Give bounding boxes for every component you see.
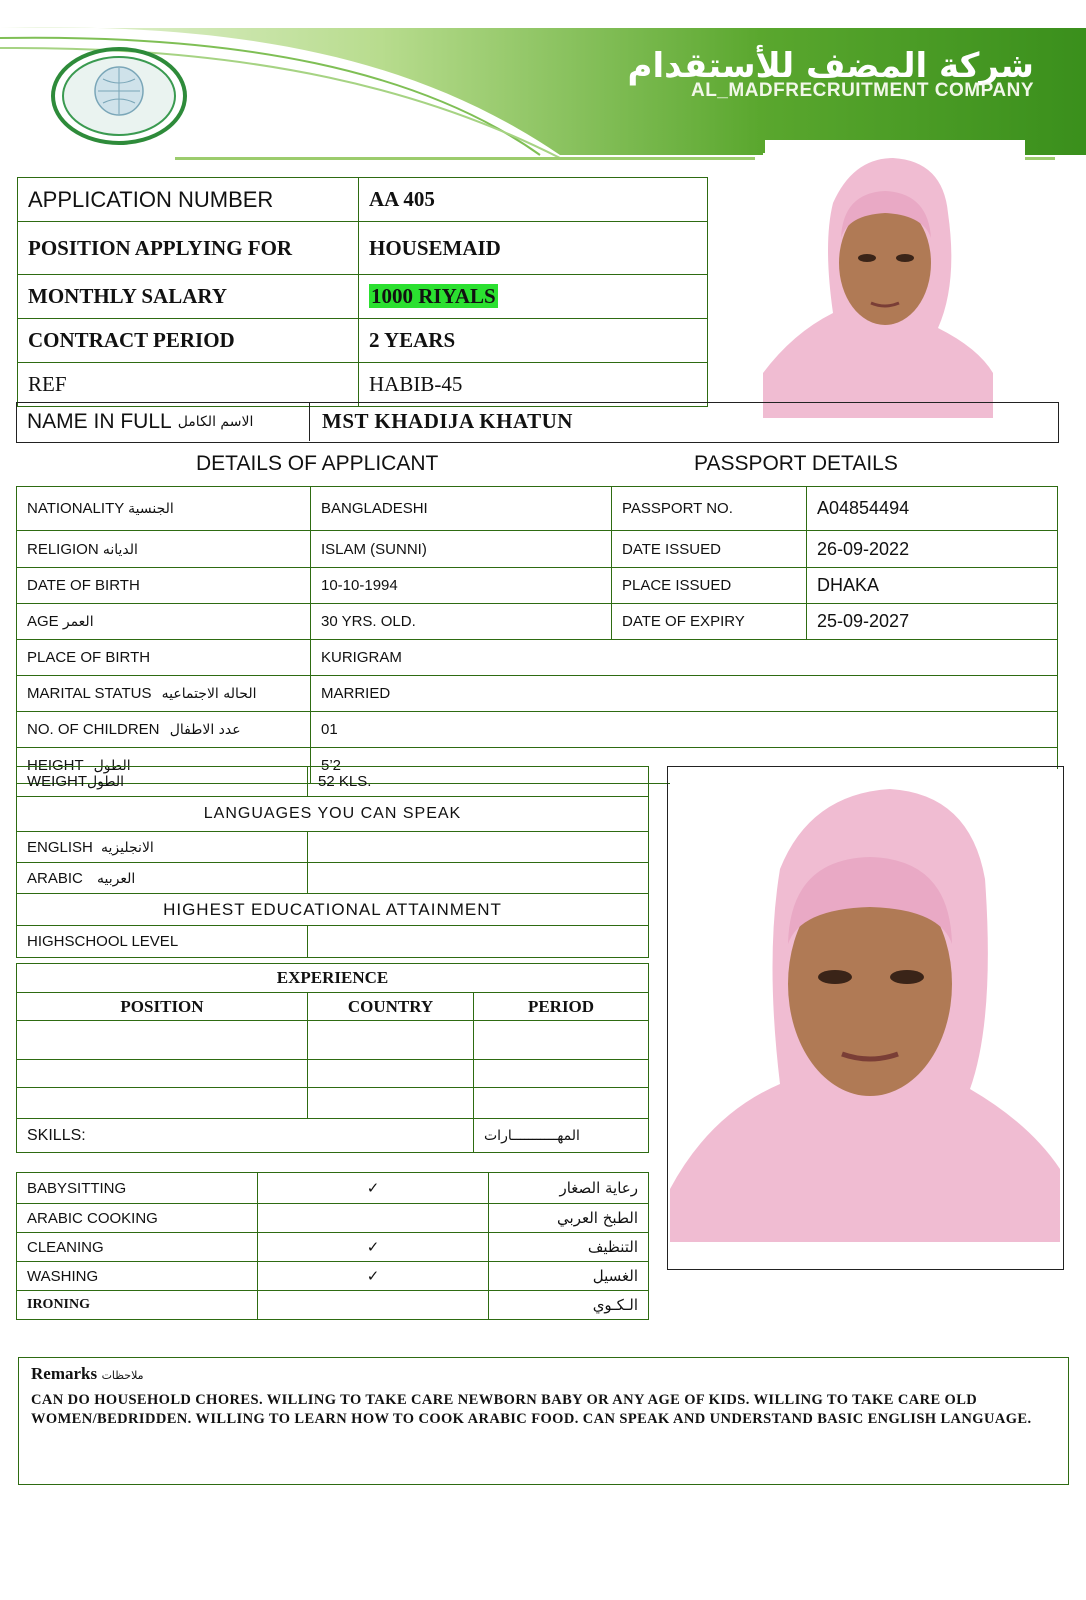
remarks-text: CAN DO HOUSEHOLD CHORES. WILLING TO TAKE CARE NEWBORN BABY OR ANY AGE OF KIDS. WILLING TO TAKE CARE OLD WOMEN/BEDRIDDEN. WILLING TO LEARN HOW TO COOK ARABIC FOOD. CAN SPEAK AND UNDERSTAND BASIC ENGLISH LANGUAGE. bbox=[31, 1392, 1032, 1427]
nationality-label-arabic: الجنسية bbox=[128, 501, 174, 517]
table-row bbox=[17, 640, 1058, 676]
position-label: POSITION APPLYING FOR bbox=[18, 222, 359, 275]
english-label: ENGLISH bbox=[27, 838, 93, 856]
children-label: NO. OF CHILDREN bbox=[27, 721, 160, 738]
place-issued-label: PLACE ISSUED bbox=[612, 568, 807, 604]
skill-label: IRONING bbox=[17, 1291, 258, 1320]
nationality-label: NATIONALITY bbox=[27, 500, 124, 517]
table-row bbox=[17, 894, 649, 926]
experience-title: EXPERIENCE bbox=[17, 964, 649, 993]
company-logo bbox=[50, 46, 188, 146]
skill-arabic: الـكـوي bbox=[489, 1291, 649, 1320]
skill-label: WASHING bbox=[17, 1262, 258, 1291]
table-row bbox=[17, 1291, 649, 1320]
skill-label: ARABIC COOKING bbox=[17, 1204, 258, 1233]
height-label-arabic: الطول bbox=[93, 758, 131, 774]
religion-label: RELIGION bbox=[27, 540, 99, 558]
remarks-title: Remarks bbox=[31, 1364, 98, 1383]
children-label-arabic: عدد الاطفال bbox=[169, 722, 241, 738]
weight-label-arabic: الطول bbox=[87, 774, 125, 790]
applicant-photo-frame bbox=[667, 766, 1064, 1270]
table-row bbox=[17, 676, 1058, 712]
children-value: 01 bbox=[311, 712, 1058, 748]
expiry-value: 25-09-2027 bbox=[807, 604, 1058, 640]
application-number-label: APPLICATION NUMBER bbox=[18, 178, 359, 222]
table-row bbox=[17, 487, 1058, 531]
passport-no-value: A04854494 bbox=[807, 487, 1058, 531]
skill-check: ✓ bbox=[258, 1262, 489, 1291]
table-row bbox=[17, 1262, 649, 1291]
skill-label: CLEANING bbox=[17, 1233, 258, 1262]
table-row bbox=[17, 863, 649, 894]
table-row bbox=[18, 319, 708, 363]
education-title: HIGHEST EDUCATIONAL ATTAINMENT bbox=[17, 894, 649, 926]
marital-label: MARITAL STATUS bbox=[27, 685, 152, 702]
table-row bbox=[17, 964, 649, 993]
weight-value: 52 KLS. bbox=[308, 767, 649, 797]
name-label: NAME IN FULL bbox=[27, 410, 172, 433]
table-row bbox=[17, 1088, 649, 1119]
contract-label: CONTRACT PERIOD bbox=[18, 319, 359, 363]
education-extra bbox=[308, 926, 649, 958]
passport-no-label: PASSPORT NO. bbox=[612, 487, 807, 531]
table-row bbox=[17, 1119, 649, 1153]
dob-label: DATE OF BIRTH bbox=[17, 568, 311, 604]
position-value: HOUSEMAID bbox=[359, 222, 708, 275]
date-issued-label: DATE ISSUED bbox=[612, 531, 807, 568]
skills-table bbox=[16, 1172, 649, 1320]
languages-title: LANGUAGES YOU CAN SPEAK bbox=[17, 797, 649, 832]
arabic-label: ARABIC bbox=[27, 869, 83, 887]
skill-arabic: الطبخ العربي bbox=[489, 1204, 649, 1233]
marital-value: MARRIED bbox=[311, 676, 1058, 712]
religion-value: ISLAM (SUNNI) bbox=[311, 531, 612, 568]
salary-label: MONTHLY SALARY bbox=[18, 275, 359, 319]
ref-label: REF bbox=[18, 363, 359, 407]
table-row bbox=[18, 275, 708, 319]
full-name-value: MST KHADIJA KHATUN bbox=[322, 409, 573, 433]
contract-value: 2 YEARS bbox=[359, 319, 708, 363]
skill-check: ✓ bbox=[258, 1233, 489, 1262]
skills-header-arabic: المهـــــــــــارات bbox=[474, 1119, 649, 1153]
experience-col-period: PERIOD bbox=[474, 993, 649, 1021]
weight-label: WEIGHT bbox=[27, 773, 87, 790]
table-row bbox=[17, 604, 1058, 640]
company-name-english: AL_MADFRECRUITMENT COMPANY bbox=[690, 80, 1034, 101]
skill-label: BABYSITTING bbox=[17, 1173, 258, 1204]
table-row bbox=[17, 1233, 649, 1262]
english-label-arabic: الانجليزيه bbox=[101, 839, 154, 856]
nationality-value: BANGLADESHI bbox=[311, 487, 612, 531]
passport-section-title: PASSPORT DETAILS bbox=[694, 452, 898, 475]
applicant-section-title: DETAILS OF APPLICANT bbox=[196, 452, 439, 475]
arabic-value bbox=[308, 863, 649, 894]
table-row bbox=[18, 178, 708, 222]
dob-value: 10-10-1994 bbox=[311, 568, 612, 604]
salary-value: 1000 RIYALS bbox=[371, 284, 496, 308]
table-row bbox=[17, 568, 1058, 604]
applicant-details-table bbox=[16, 486, 1058, 784]
table-row bbox=[18, 363, 708, 407]
table-row bbox=[17, 712, 1058, 748]
application-summary-table bbox=[17, 177, 708, 407]
skill-check bbox=[258, 1291, 489, 1320]
application-number-value: AA 405 bbox=[359, 178, 708, 222]
age-label-arabic: العمر bbox=[62, 614, 94, 630]
table-row bbox=[17, 797, 649, 832]
remarks-title-arabic: ملاحظات bbox=[101, 1369, 144, 1382]
expiry-label: DATE OF EXPIRY bbox=[612, 604, 807, 640]
table-row bbox=[17, 531, 1058, 568]
marital-label-arabic: الحاله الاجتماعيه bbox=[161, 686, 257, 702]
date-issued-value: 26-09-2022 bbox=[807, 531, 1058, 568]
education-value: HIGHSCHOOL LEVEL bbox=[17, 926, 308, 958]
skill-arabic: التنظيف bbox=[489, 1233, 649, 1262]
skill-arabic: الغسيل bbox=[489, 1262, 649, 1291]
applicant-photo-large bbox=[670, 769, 1060, 1242]
skills-header-label: SKILLS: bbox=[17, 1119, 474, 1153]
name-label-arabic: الاسم الكامل bbox=[177, 414, 254, 430]
height-value: 5’2 bbox=[311, 748, 1058, 784]
experience-col-country: COUNTRY bbox=[308, 993, 474, 1021]
remarks-box bbox=[18, 1357, 1069, 1485]
table-row bbox=[17, 832, 649, 863]
arabic-label-arabic: العربيه bbox=[97, 870, 136, 887]
experience-table bbox=[16, 963, 649, 1153]
pob-value: KURIGRAM bbox=[311, 640, 1058, 676]
religion-label-arabic: الديانه bbox=[102, 541, 138, 558]
age-value: 30 YRS. OLD. bbox=[311, 604, 612, 640]
experience-col-position: POSITION bbox=[17, 993, 308, 1021]
ref-value: HABIB-45 bbox=[359, 363, 708, 407]
table-row bbox=[17, 1021, 649, 1060]
age-label: AGE bbox=[27, 613, 59, 630]
skill-check bbox=[258, 1204, 489, 1233]
pob-label: PLACE OF BIRTH bbox=[17, 640, 311, 676]
skill-check: ✓ bbox=[258, 1173, 489, 1204]
table-row bbox=[17, 1060, 649, 1088]
height-label: HEIGHT bbox=[27, 757, 84, 774]
table-row bbox=[17, 1204, 649, 1233]
table-row bbox=[17, 993, 649, 1021]
english-value bbox=[308, 832, 649, 863]
applicant-photo-small bbox=[763, 153, 993, 418]
company-name-arabic: شركة المضف للأستقدام bbox=[627, 46, 1034, 86]
place-issued-value: DHAKA bbox=[807, 568, 1058, 604]
name-row bbox=[16, 402, 1059, 443]
table-row bbox=[17, 767, 649, 797]
languages-education-table bbox=[16, 766, 649, 958]
table-row bbox=[18, 222, 708, 275]
table-row bbox=[17, 1173, 649, 1204]
skill-arabic: رعاية الصغار bbox=[489, 1173, 649, 1204]
table-row bbox=[17, 926, 649, 958]
header-banner bbox=[0, 0, 1086, 165]
